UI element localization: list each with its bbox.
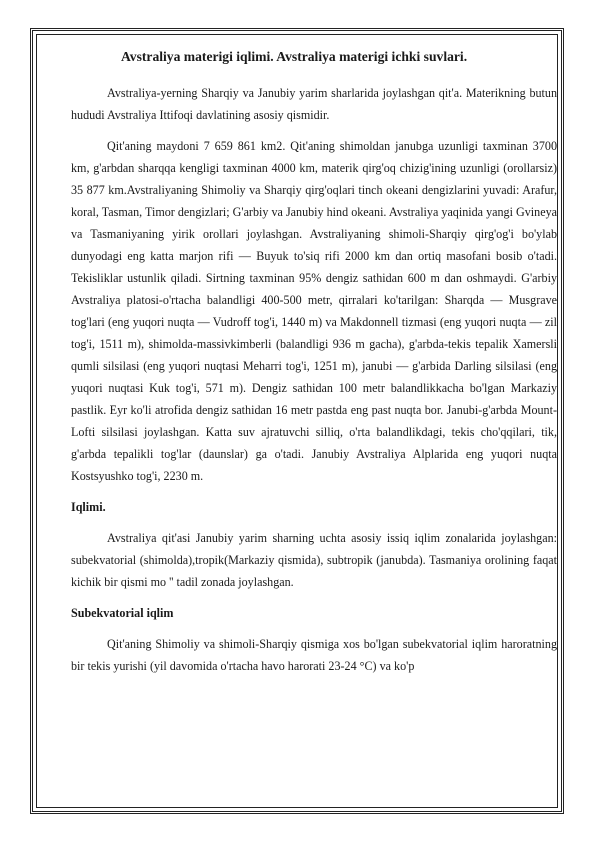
subequatorial-paragraph: Qit'aning Shimoliy va shimoli-Sharqiy qismiga xos bo'lgan subekvatorial iqlim haroratning bir tekis yurishi (yil davomida o'rtacha havo harorati 23-24 °C) va ko'p [71,637,557,673]
geography-paragraph: Qit'aning maydoni 7 659 861 km2. Qit'aning shimoldan janubga uzunligi taxminan 3700 km, g'arbdan sharqqa kengligi taxminan 4000 km, materik qirg'oq chizig'ining uzunligi (orollarsiz) 35 877 km.Avstraliyaning Shimoliy va Sharqiy qirg'oqlari tinch okeani dengizlarini yuvadi: Arafur, koral, Tasman, Timor dengizlari; G'arbiy va Janubiy hind okeani. Avstraliya yaqinida yangi Gvineya va Tasmaniyaning yirik orollari joylashgan. Avstraliyaning shimoli-Sharqiy qirg'og'i bo'ylab dunyodagi eng katta marjon rifi — Buyuk to'siq rifi 2000 km dan ortiq masofani bosib o'tadi. Tekisliklar ustunlik qiladi. Sirtning taxminan 95% dengiz sathidan 600 m dan oshmaydi. G'arbiy Avstraliya platosi-o'rtacha balandligi 400-500 metr, qirralari ko'tarilgan: Sharqda — Musgrave tog'lari (eng yuqori nuqta — Vudroff tog'i, 1440 m) va Makdonnell tizmasi (eng yuqori nuqta — zil tog'i, 1511 m), shimolda-massivkimberli (balandligi 936 m gacha), g'arbda-tekis tepalik Xamersli qumli silsilasi (eng yuqori nuqtasi Meharri tog'i, 1251 m), janubi — g'arbida Darling silsilasi (eng yuqori nuqtasi Kuk tog'i, 571 m). Dengiz sathidan 100 metr balandlikkacha bo'lgan Markaziy pastlik. Eyr ko'li atrofida dengiz sathidan 16 metr pastda eng past nuqta bor. Janubi-g'arbda Mount-Lofti silsilasi joylashgan. Katta suv ajratuvchi silliq, o'rta balandlikdagi, tekis cho'qqilari, tik, g'arbda tepalikli tog'lar (daunslar) ga o'tadi. Janubiy Avstraliya Alplarida eng yuqori nuqta Kostsyushko tog'i, 2230 m. [71,139,557,483]
document-title: Avstraliya materigi iqlimi. Avstraliya materigi ichki suvlari. [121,49,468,64]
intro-paragraph: Avstraliya-yerning Sharqiy va Janubiy yarim sharlarida joylashgan qit'a. Materikning butun hududi Avstraliya Ittifoqi davlatining asosiy qismidir. [71,86,557,122]
section-heading-climate: Iqlimi. [71,500,106,514]
climate-paragraph: Avstraliya qit'asi Janubiy yarim sharning uchta asosiy issiq iqlim zonalarida joylashgan: subekvatorial (shimolda),tropik(Markaziy qismida), subtropik (janubda). Tasmaniya orolining faqat kichik bir qismi mo '' tadil zonada joylashgan. [71,531,557,589]
document-body [71,44,557,686]
section-heading-subequatorial: Subekvatorial iqlim [71,606,174,620]
